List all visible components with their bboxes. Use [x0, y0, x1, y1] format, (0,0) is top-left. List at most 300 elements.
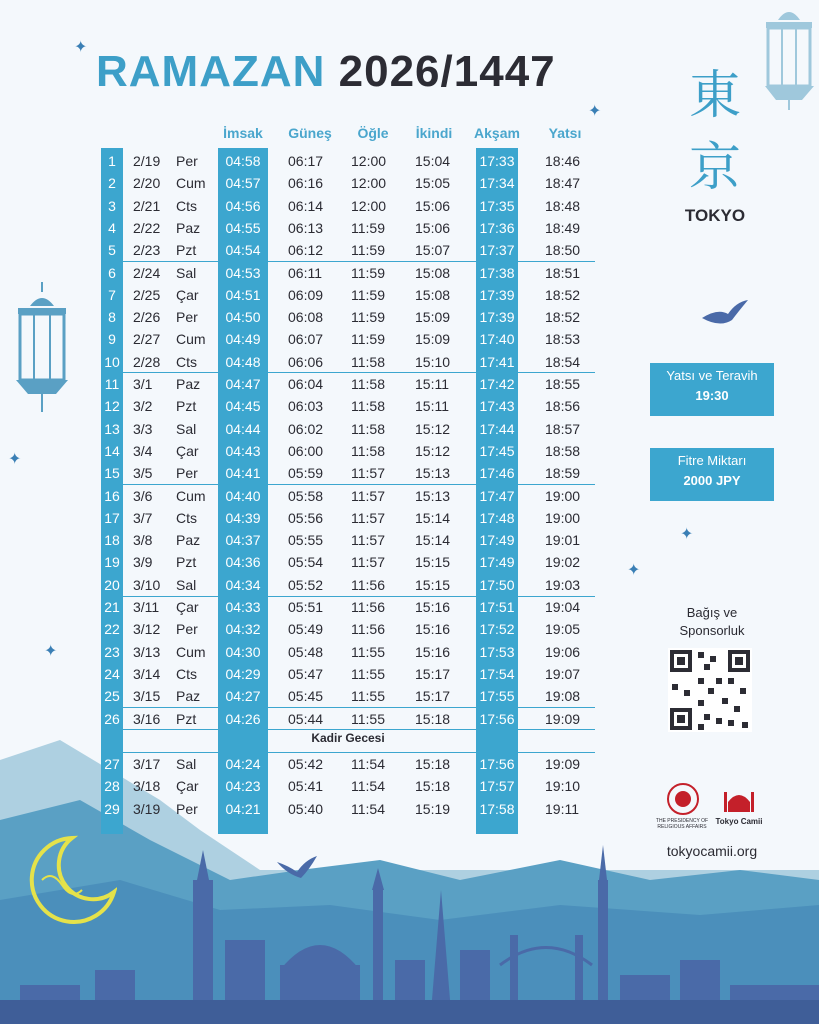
gregorian-date: 2/26	[133, 309, 161, 326]
day-number: 17	[104, 509, 120, 526]
aksam-time: 17:56	[479, 756, 515, 772]
week-separator	[101, 707, 595, 708]
crescent-calligraphy-icon	[22, 830, 117, 925]
kadir-separator-bottom	[101, 752, 595, 753]
weekday: Çar	[176, 286, 199, 303]
gunes-time: 05:47	[288, 665, 324, 682]
ogle-time: 11:59	[351, 286, 385, 303]
gregorian-date: 3/9	[133, 554, 153, 571]
ogle-time: 11:56	[351, 599, 385, 615]
yatsi-time: 19:02	[545, 554, 581, 571]
ogle-time: 11:57	[351, 465, 385, 482]
weekday: Pzt	[176, 242, 197, 259]
day-number: 7	[108, 286, 116, 303]
city-kanji: 東京	[688, 66, 741, 198]
day-number: 4	[108, 219, 116, 236]
ikindi-time: 15:16	[415, 599, 451, 615]
header-imsak: İmsak	[223, 125, 263, 141]
weekday: Cts	[176, 509, 197, 526]
presidency-logo-text	[650, 818, 714, 830]
kadir-separator-top	[101, 729, 595, 730]
table-row	[101, 238, 595, 260]
yatsi-time: 19:06	[545, 643, 581, 660]
imsak-time: 04:55	[225, 219, 261, 236]
aksam-time: 17:44	[479, 420, 515, 437]
ogle-time: 11:55	[351, 643, 385, 660]
title-year: 2026/1447	[338, 47, 556, 96]
gregorian-date: 3/4	[133, 442, 153, 459]
imsak-time: 04:40	[225, 487, 261, 504]
weekday: Per	[176, 153, 198, 169]
weekday: Cts	[176, 197, 197, 214]
yatsi-time: 18:46	[545, 153, 581, 169]
yatsi-time: 18:59	[545, 465, 581, 482]
weekday: Cum	[176, 175, 206, 192]
ogle-time: 11:59	[351, 219, 385, 236]
table-row	[101, 528, 595, 550]
ogle-time: 11:57	[351, 509, 385, 526]
ikindi-time: 15:15	[415, 576, 451, 593]
gregorian-date: 2/23	[133, 242, 161, 259]
yatsi-time: 18:54	[545, 353, 581, 370]
fitre-amount: 2000 JPY	[683, 473, 741, 488]
day-number: 15	[104, 465, 120, 482]
ogle-time: 11:57	[351, 532, 385, 549]
bird-icon	[275, 852, 320, 882]
table-row	[101, 417, 595, 439]
ikindi-time: 15:16	[415, 643, 451, 660]
day-number: 19	[104, 554, 120, 571]
website-link[interactable]: tokyocamii.org	[666, 843, 758, 859]
table-row	[101, 506, 595, 528]
day-number: 10	[104, 353, 120, 370]
city-name: TOKYO	[684, 206, 746, 225]
gunes-time: 06:16	[288, 175, 324, 192]
ogle-time: 11:55	[351, 665, 385, 682]
gregorian-date: 2/20	[133, 175, 161, 192]
yatsi-time: 19:11	[545, 800, 579, 817]
gunes-time: 05:54	[288, 554, 324, 571]
table-row	[101, 394, 595, 416]
day-number: 29	[104, 800, 120, 817]
weekday: Per	[176, 465, 198, 482]
imsak-time: 04:56	[225, 197, 261, 214]
ikindi-time: 15:06	[415, 197, 451, 214]
gunes-time: 05:58	[288, 487, 324, 504]
ikindi-time: 15:14	[415, 509, 451, 526]
table-row	[101, 350, 595, 372]
ikindi-time: 15:18	[415, 778, 451, 795]
weekday: Cts	[176, 353, 197, 370]
gregorian-date: 3/12	[133, 621, 161, 638]
imsak-time: 04:54	[225, 242, 261, 259]
weekday: Cts	[176, 665, 197, 682]
imsak-time: 04:44	[225, 420, 261, 437]
gunes-time: 06:02	[288, 420, 324, 437]
presidency-line2: RELIGIOUS AFFAIRS	[657, 824, 707, 830]
ogle-time: 11:58	[351, 353, 385, 370]
imsak-time: 04:43	[225, 442, 261, 459]
week-separator	[101, 484, 595, 485]
weekday: Cum	[176, 487, 206, 504]
imsak-time: 04:57	[225, 175, 261, 192]
ogle-time: 11:58	[351, 376, 385, 392]
imsak-time: 04:26	[225, 710, 261, 727]
gregorian-date: 3/14	[133, 665, 161, 682]
teravih-box	[650, 363, 774, 416]
ikindi-time: 15:08	[415, 286, 451, 303]
aksam-time: 17:47	[479, 487, 515, 504]
aksam-time: 17:45	[479, 442, 515, 459]
ogle-time: 11:59	[351, 242, 385, 259]
yatsi-time: 18:48	[545, 197, 581, 214]
day-number: 23	[104, 643, 120, 660]
ogle-time: 11:59	[351, 331, 385, 348]
aksam-time: 17:57	[479, 778, 515, 795]
ogle-time: 11:58	[351, 420, 385, 437]
imsak-time: 04:37	[225, 532, 261, 549]
gregorian-date: 2/21	[133, 197, 161, 214]
gregorian-date: 3/17	[133, 756, 161, 772]
gunes-time: 06:09	[288, 286, 324, 303]
gunes-time: 06:04	[288, 376, 324, 392]
weekday: Çar	[176, 599, 199, 615]
imsak-time: 04:53	[225, 264, 261, 281]
aksam-time: 17:42	[479, 376, 515, 392]
aksam-time: 17:38	[479, 264, 515, 281]
gregorian-date: 3/15	[133, 688, 161, 705]
gunes-time: 05:41	[288, 778, 324, 795]
table-row	[101, 595, 595, 617]
table-row	[101, 550, 595, 572]
gregorian-date: 3/18	[133, 778, 161, 795]
weekday: Cum	[176, 643, 206, 660]
ogle-time: 12:00	[351, 197, 387, 214]
gregorian-date: 3/2	[133, 398, 153, 415]
gunes-time: 06:03	[288, 398, 324, 415]
weekday: Sal	[176, 264, 197, 281]
gregorian-date: 2/22	[133, 219, 161, 236]
imsak-time: 04:50	[225, 309, 261, 326]
yatsi-time: 19:09	[545, 756, 581, 772]
day-number: 1	[108, 153, 116, 169]
day-number: 18	[104, 532, 120, 549]
yatsi-time: 18:50	[545, 242, 581, 259]
ogle-time: 11:56	[351, 621, 385, 638]
header-ikindi: İkindi	[415, 125, 453, 141]
tokyo-camii-mosque-icon	[722, 784, 756, 814]
aksam-time: 17:39	[479, 309, 515, 326]
table-row	[101, 283, 595, 305]
aksam-time: 17:46	[479, 465, 515, 482]
weekday: Per	[176, 800, 198, 817]
aksam-time: 17:37	[479, 242, 515, 259]
gunes-time: 05:49	[288, 621, 324, 638]
weekday: Çar	[176, 442, 199, 459]
ikindi-time: 15:13	[415, 465, 451, 482]
table-row	[101, 774, 595, 796]
ikindi-time: 15:18	[415, 756, 451, 772]
gunes-time: 06:13	[288, 219, 324, 236]
weekday: Sal	[176, 420, 197, 437]
day-number: 16	[104, 487, 120, 504]
table-row	[101, 573, 595, 595]
donation-text	[650, 604, 774, 640]
gregorian-date: 3/16	[133, 710, 161, 727]
aksam-time: 17:52	[479, 621, 515, 638]
gregorian-date: 3/13	[133, 643, 161, 660]
day-number: 27	[104, 756, 120, 772]
tokyo-camii-logo-text: Tokyo Camii	[715, 817, 763, 826]
yatsi-time: 19:07	[545, 665, 581, 682]
imsak-time: 04:33	[225, 599, 261, 615]
imsak-time: 04:45	[225, 398, 261, 415]
table-row	[101, 797, 595, 819]
gunes-time: 05:51	[288, 599, 324, 615]
gunes-time: 05:45	[288, 688, 324, 705]
ikindi-time: 15:15	[415, 554, 451, 571]
gregorian-date: 2/24	[133, 264, 161, 281]
gunes-time: 05:48	[288, 643, 324, 660]
table-row	[101, 484, 595, 506]
day-number: 11	[104, 376, 120, 392]
star-icon: ✦	[588, 103, 602, 120]
gregorian-date: 3/8	[133, 532, 153, 549]
aksam-time: 17:58	[479, 800, 515, 817]
ogle-time: 11:54	[351, 778, 385, 795]
ogle-time: 11:59	[351, 309, 385, 326]
gregorian-date: 2/25	[133, 286, 161, 303]
yatsi-time: 18:49	[545, 219, 581, 236]
yatsi-time: 19:00	[545, 487, 581, 504]
day-number: 9	[108, 331, 116, 348]
gunes-time: 05:59	[288, 465, 324, 482]
table-row	[101, 372, 595, 394]
day-number: 21	[104, 599, 120, 615]
fitre-label: Fitre Miktarı	[677, 453, 747, 468]
aksam-time: 17:55	[479, 688, 515, 705]
weekday: Pzt	[176, 710, 197, 727]
ikindi-time: 15:05	[415, 175, 451, 192]
yatsi-time: 18:51	[545, 264, 581, 281]
weekday: Cum	[176, 331, 206, 348]
aksam-time: 17:43	[479, 398, 515, 415]
aksam-time: 17:41	[479, 353, 515, 370]
fitre-box	[650, 448, 774, 501]
table-row	[101, 261, 595, 283]
gunes-time: 06:06	[288, 353, 324, 370]
header-aksam: Akşam	[474, 125, 520, 141]
table-row	[101, 439, 595, 461]
gregorian-date: 3/11	[133, 599, 160, 615]
aksam-time: 17:54	[479, 665, 515, 682]
imsak-time: 04:49	[225, 331, 261, 348]
ikindi-time: 15:09	[415, 309, 451, 326]
presidency-seal-icon	[666, 782, 700, 816]
day-number: 24	[104, 665, 120, 682]
ikindi-time: 15:06	[415, 219, 451, 236]
ogle-time: 11:55	[351, 688, 385, 705]
donation-line2: Sponsorluk	[679, 623, 745, 638]
ikindi-time: 15:19	[415, 800, 451, 817]
gunes-time: 05:55	[288, 532, 324, 549]
day-number: 12	[104, 398, 120, 415]
yatsi-time: 18:52	[545, 309, 581, 326]
gunes-time: 06:00	[288, 442, 324, 459]
day-number: 6	[108, 264, 116, 281]
day-number: 5	[108, 242, 116, 259]
presidency-line1: THE PRESIDENCY OF	[655, 818, 709, 824]
ogle-time: 11:56	[351, 576, 385, 593]
weekday: Sal	[176, 576, 197, 593]
ogle-time: 11:54	[351, 756, 385, 772]
ikindi-time: 15:14	[415, 532, 451, 549]
yatsi-time: 19:09	[545, 710, 581, 727]
yatsi-time: 19:04	[545, 599, 581, 615]
ikindi-time: 15:04	[415, 153, 451, 169]
day-number: 22	[104, 621, 120, 638]
imsak-time: 04:36	[225, 554, 261, 571]
gregorian-date: 3/1	[133, 376, 153, 392]
aksam-time: 17:35	[479, 197, 515, 214]
donation-line1: Bağış ve	[686, 605, 738, 620]
star-icon: ✦	[680, 526, 694, 543]
gunes-time: 06:12	[288, 242, 324, 259]
gunes-time: 05:42	[288, 756, 324, 772]
ikindi-time: 15:12	[415, 420, 451, 437]
gregorian-date: 3/19	[133, 800, 161, 817]
table-row	[101, 149, 595, 171]
weekday: Sal	[176, 756, 197, 772]
lantern-icon	[762, 0, 817, 112]
weekday: Paz	[176, 376, 201, 392]
yatsi-time: 19:03	[545, 576, 581, 593]
gunes-time: 06:07	[288, 331, 324, 348]
gunes-time: 06:17	[288, 153, 324, 169]
gregorian-date: 3/5	[133, 465, 153, 482]
ogle-time: 11:57	[351, 554, 385, 571]
header-yatsi: Yatsı	[548, 125, 582, 141]
page-title	[96, 47, 556, 96]
ikindi-time: 15:17	[415, 688, 451, 705]
aksam-time: 17:33	[479, 153, 515, 169]
teravih-label: Yatsı ve Teravih	[666, 368, 758, 383]
aksam-time: 17:48	[479, 509, 515, 526]
imsak-time: 04:29	[225, 665, 261, 682]
ogle-time: 12:00	[351, 175, 387, 192]
aksam-time: 17:50	[479, 576, 515, 593]
ikindi-time: 15:09	[415, 331, 451, 348]
weekday: Paz	[176, 532, 201, 549]
day-number: 13	[104, 420, 120, 437]
ikindi-time: 15:07	[415, 242, 451, 259]
header-ogle: Öğle	[357, 125, 389, 141]
qr-code-icon[interactable]	[668, 648, 752, 732]
star-icon: ✦	[627, 562, 641, 579]
yatsi-time: 19:01	[545, 532, 581, 549]
day-number: 2	[108, 175, 116, 192]
weekday: Çar	[176, 778, 199, 795]
ikindi-time: 15:12	[415, 442, 451, 459]
gunes-time: 05:52	[288, 576, 324, 593]
table-row	[101, 327, 595, 349]
ikindi-time: 15:13	[415, 487, 451, 504]
imsak-time: 04:23	[225, 778, 261, 795]
ogle-time: 11:55	[351, 710, 385, 727]
star-icon: ✦	[44, 643, 58, 660]
day-number: 26	[104, 710, 120, 727]
table-row	[101, 617, 595, 639]
imsak-time: 04:58	[225, 153, 261, 169]
gunes-time: 05:40	[288, 800, 324, 817]
imsak-time: 04:41	[225, 465, 261, 482]
aksam-time: 17:53	[479, 643, 515, 660]
imsak-time: 04:48	[225, 353, 261, 370]
bird-icon	[700, 298, 750, 330]
day-number: 14	[104, 442, 120, 459]
ikindi-time: 15:08	[415, 264, 451, 281]
week-separator	[101, 596, 595, 597]
yatsi-time: 18:58	[545, 442, 581, 459]
table-row	[101, 305, 595, 327]
weekday: Paz	[176, 219, 201, 236]
yatsi-time: 18:52	[545, 286, 581, 303]
ikindi-time: 15:17	[415, 665, 451, 682]
table-row	[101, 662, 595, 684]
ikindi-time: 15:11	[415, 376, 449, 392]
day-number: 25	[104, 688, 120, 705]
gregorian-date: 2/27	[133, 331, 161, 348]
yatsi-time: 19:00	[545, 509, 581, 526]
header-gunes: Güneş	[288, 125, 332, 141]
gregorian-date: 3/7	[133, 509, 153, 526]
table-row	[101, 171, 595, 193]
table-row	[101, 640, 595, 662]
imsak-time: 04:30	[225, 643, 261, 660]
table-row	[101, 684, 595, 706]
yatsi-time: 18:57	[545, 420, 581, 437]
gregorian-date: 3/6	[133, 487, 153, 504]
weekday: Pzt	[176, 398, 197, 415]
weekday: Pzt	[176, 554, 197, 571]
aksam-time: 17:49	[479, 554, 515, 571]
gunes-time: 06:11	[288, 264, 322, 281]
gunes-time: 06:08	[288, 309, 324, 326]
imsak-time: 04:34	[225, 576, 261, 593]
ogle-time: 11:58	[351, 398, 385, 415]
ogle-time: 12:00	[351, 153, 387, 169]
yatsi-time: 18:55	[545, 376, 581, 392]
ogle-time: 11:57	[351, 487, 385, 504]
ogle-time: 11:58	[351, 442, 385, 459]
table-row	[101, 752, 595, 774]
aksam-time: 17:49	[479, 532, 515, 549]
teravih-time: 19:30	[695, 388, 729, 403]
ikindi-time: 15:11	[415, 398, 449, 415]
yatsi-time: 18:56	[545, 398, 581, 415]
imsak-time: 04:27	[225, 688, 261, 705]
ikindi-time: 15:10	[415, 353, 451, 370]
day-number: 3	[108, 197, 116, 214]
weekday: Per	[176, 621, 198, 638]
aksam-time: 17:51	[479, 599, 515, 615]
yatsi-time: 19:05	[545, 621, 581, 638]
table-row	[101, 461, 595, 483]
ogle-time: 11:54	[351, 800, 385, 817]
gregorian-date: 2/19	[133, 153, 161, 169]
day-number: 28	[104, 778, 120, 795]
gunes-time: 06:14	[288, 197, 324, 214]
